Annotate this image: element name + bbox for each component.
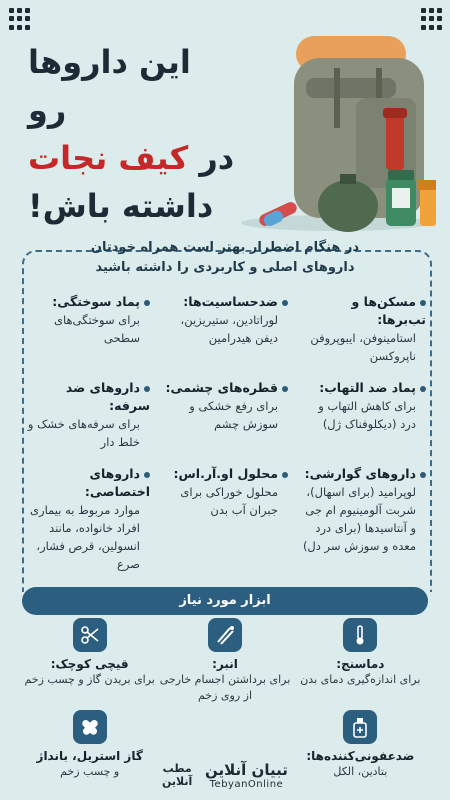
headline-line-2 [28, 134, 238, 182]
brand2-line-2: آنلاین [162, 775, 193, 788]
medicine-title: داروهای ضد سرفه: [24, 379, 150, 415]
medicine-title: قطره‌های چشمی: [162, 379, 288, 397]
medicine-item [294, 379, 432, 451]
headline-line-2-prefix: در [188, 139, 235, 177]
tool-desc: برای برداشتن اجسام خارجی از روی زخم [159, 673, 291, 702]
brand2-line-1: مطب [162, 762, 192, 775]
medicine-item [156, 379, 294, 451]
tool-desc: برای اندازه‌گیری دمای بدن [300, 673, 421, 686]
tool-desc: و چسب زخم [60, 765, 120, 778]
medicine-desc: برای سرفه‌های خشک و خلط دار [27, 417, 140, 449]
medicine-item [156, 465, 294, 573]
medicine-desc: محلول خوراکی برای جبران آب بدن [180, 485, 278, 517]
medicine-desc: موارد مربوط به بیماری افراد خانواده، مانند انسولین، قرص فشار، صرع [30, 503, 140, 571]
medicine-item [294, 465, 432, 573]
medicine-title: پماد ضد التهاب: [300, 379, 426, 397]
scissors-icon [73, 618, 107, 652]
medicines-grid [18, 293, 432, 573]
tool-title: قیچی کوچک: [50, 657, 129, 671]
medicine-title: پماد سوختگی: [24, 293, 150, 311]
corner-dots-left [8, 8, 30, 30]
tool-tweezers [157, 618, 292, 704]
tool-title: گاز استریل، بانداژ [36, 749, 143, 763]
medicine-title: محلول او.آر.اس: [162, 465, 288, 483]
corner-dots-right [420, 8, 442, 30]
medicine-desc: برای سوختگی‌های سطحی [53, 313, 140, 345]
headline-red-text: کیف نجات [28, 139, 189, 177]
medicine-item [18, 465, 156, 573]
medicine-desc: لوراتادین، ستیریزین، دیفن هیدرامین [180, 313, 278, 345]
medicine-desc: برای رفع خشکی و سوزش چشم [189, 399, 278, 431]
intro-line-1: در هنگام اضطرار بهتر است همراه خودتان [90, 240, 360, 255]
medicine-desc: برای کاهش التهاب و درد (دیکلوفناک ژل) [318, 399, 416, 431]
medicine-title: داروهای گوارشی: [300, 465, 426, 483]
headline-line-3: داشته باش! [28, 187, 214, 225]
backpack-illustration [236, 28, 436, 233]
tool-title: انبر: [212, 657, 238, 671]
tool-desc: بتادین، الکل [333, 765, 388, 778]
medicine-item [18, 293, 156, 365]
headline [28, 38, 238, 230]
tweezers-icon [208, 618, 242, 652]
headline-line-1: این داروها رو [28, 43, 191, 129]
tool-title: دماسنج: [336, 657, 385, 671]
intro-line-2: داروهای اصلی و کاربردی را داشته باشید [95, 260, 355, 275]
medicine-title: ضدحساسیت‌ها: [162, 293, 288, 311]
matab-online-logo [162, 762, 192, 788]
tool-title: ضدعفونی‌کننده‌ها: [306, 749, 415, 763]
medicine-item [18, 379, 156, 451]
bandage-icon [73, 710, 107, 744]
tool-scissors [22, 618, 157, 704]
tebyan-logo [205, 761, 288, 790]
tools-header: ابزار مورد نیاز [22, 587, 428, 615]
brand-fa: تبیان آنلاین [205, 761, 288, 779]
tool-thermometer [293, 618, 428, 704]
medicine-desc: استامینوفن، ایبوپروفن ناپروکسن [310, 331, 416, 363]
intro-text [40, 238, 410, 278]
medicine-item [294, 293, 432, 365]
medicine-desc: لوپرامید (برای اسهال)، شربت آلومینیوم ام جی و آنتاسیدها (برای درد معده و سوزش سر دل) [302, 485, 416, 553]
tool-desc: برای بریدن گاز و چسب زخم [24, 673, 155, 686]
footer [0, 750, 450, 790]
medicine-title: مسکن‌ها و تب‌برها: [300, 293, 426, 329]
brand-en: TebyanOnline [209, 779, 284, 790]
medicine-item [156, 293, 294, 365]
medicine-title: داروهای اختصاصی: [24, 465, 150, 501]
thermometer-icon [343, 618, 377, 652]
disinfectant-icon [343, 710, 377, 744]
